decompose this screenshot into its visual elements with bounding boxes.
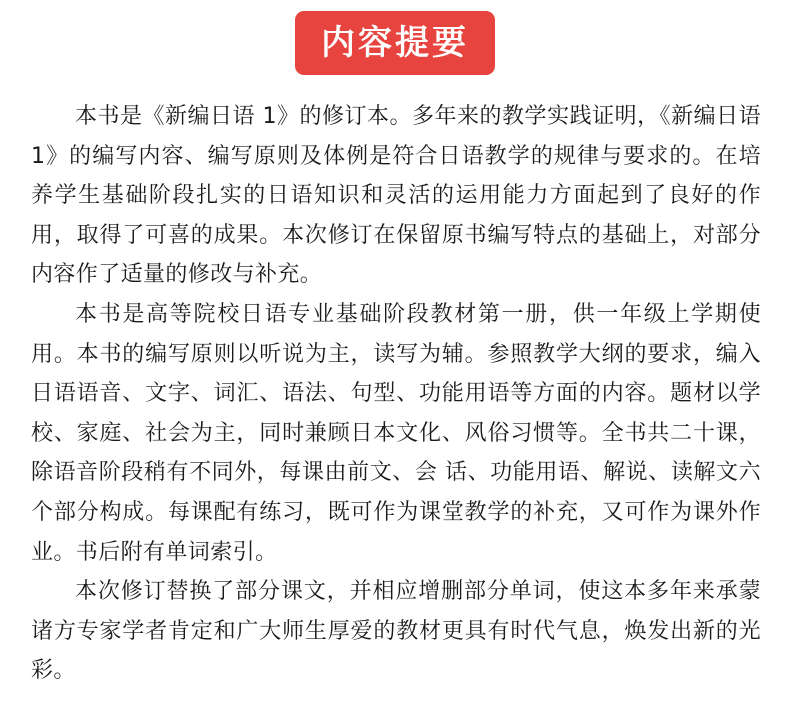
header xyxy=(0,11,790,75)
paragraph-2: 本书是高等院校日语专业基础阶段教材第一册，供一年级上学期使用。本书的编写原则以听说为主，读写为辅。参照教学大纲的要求，编入日语语音、文字、词汇、语法、句型、功能用语等方面的内容。题材以学校、家庭、社会为主，同时兼顾日本文化、风俗习惯等。全书共二十课，除语音阶段稍有不同外，每课由前文、会 话、功能用语、解说、读解文六个部分构成。每课配有练习，既可作为课堂教学的补充，又可作为课外作业。书后附有单词索引。 xyxy=(31,301,761,565)
summary-body xyxy=(31,97,761,691)
paragraph-1: 本书是《新编日语 1》的修订本。多年来的教学实践证明，《新编日语 1》的编写内容、编写原则及体例是符合日语教学的规律与要求的。在培养学生基础阶段扎实的日语知识和灵活的运用能力方面起到了良好的作用，取得了可喜的成果。本次修订在保留原书编写特点的基础上，对部分内容作了适量的修改与补充。 xyxy=(31,104,761,288)
page-title: 内容提要 xyxy=(295,11,495,75)
paragraph-3: 本次修订替换了部分课文，并相应增删部分单词，使这本多年来承蒙诸方专家学者肯定和广大师生厚爱的教材更具有时代气息，焕发出新的光彩。 xyxy=(31,579,761,684)
